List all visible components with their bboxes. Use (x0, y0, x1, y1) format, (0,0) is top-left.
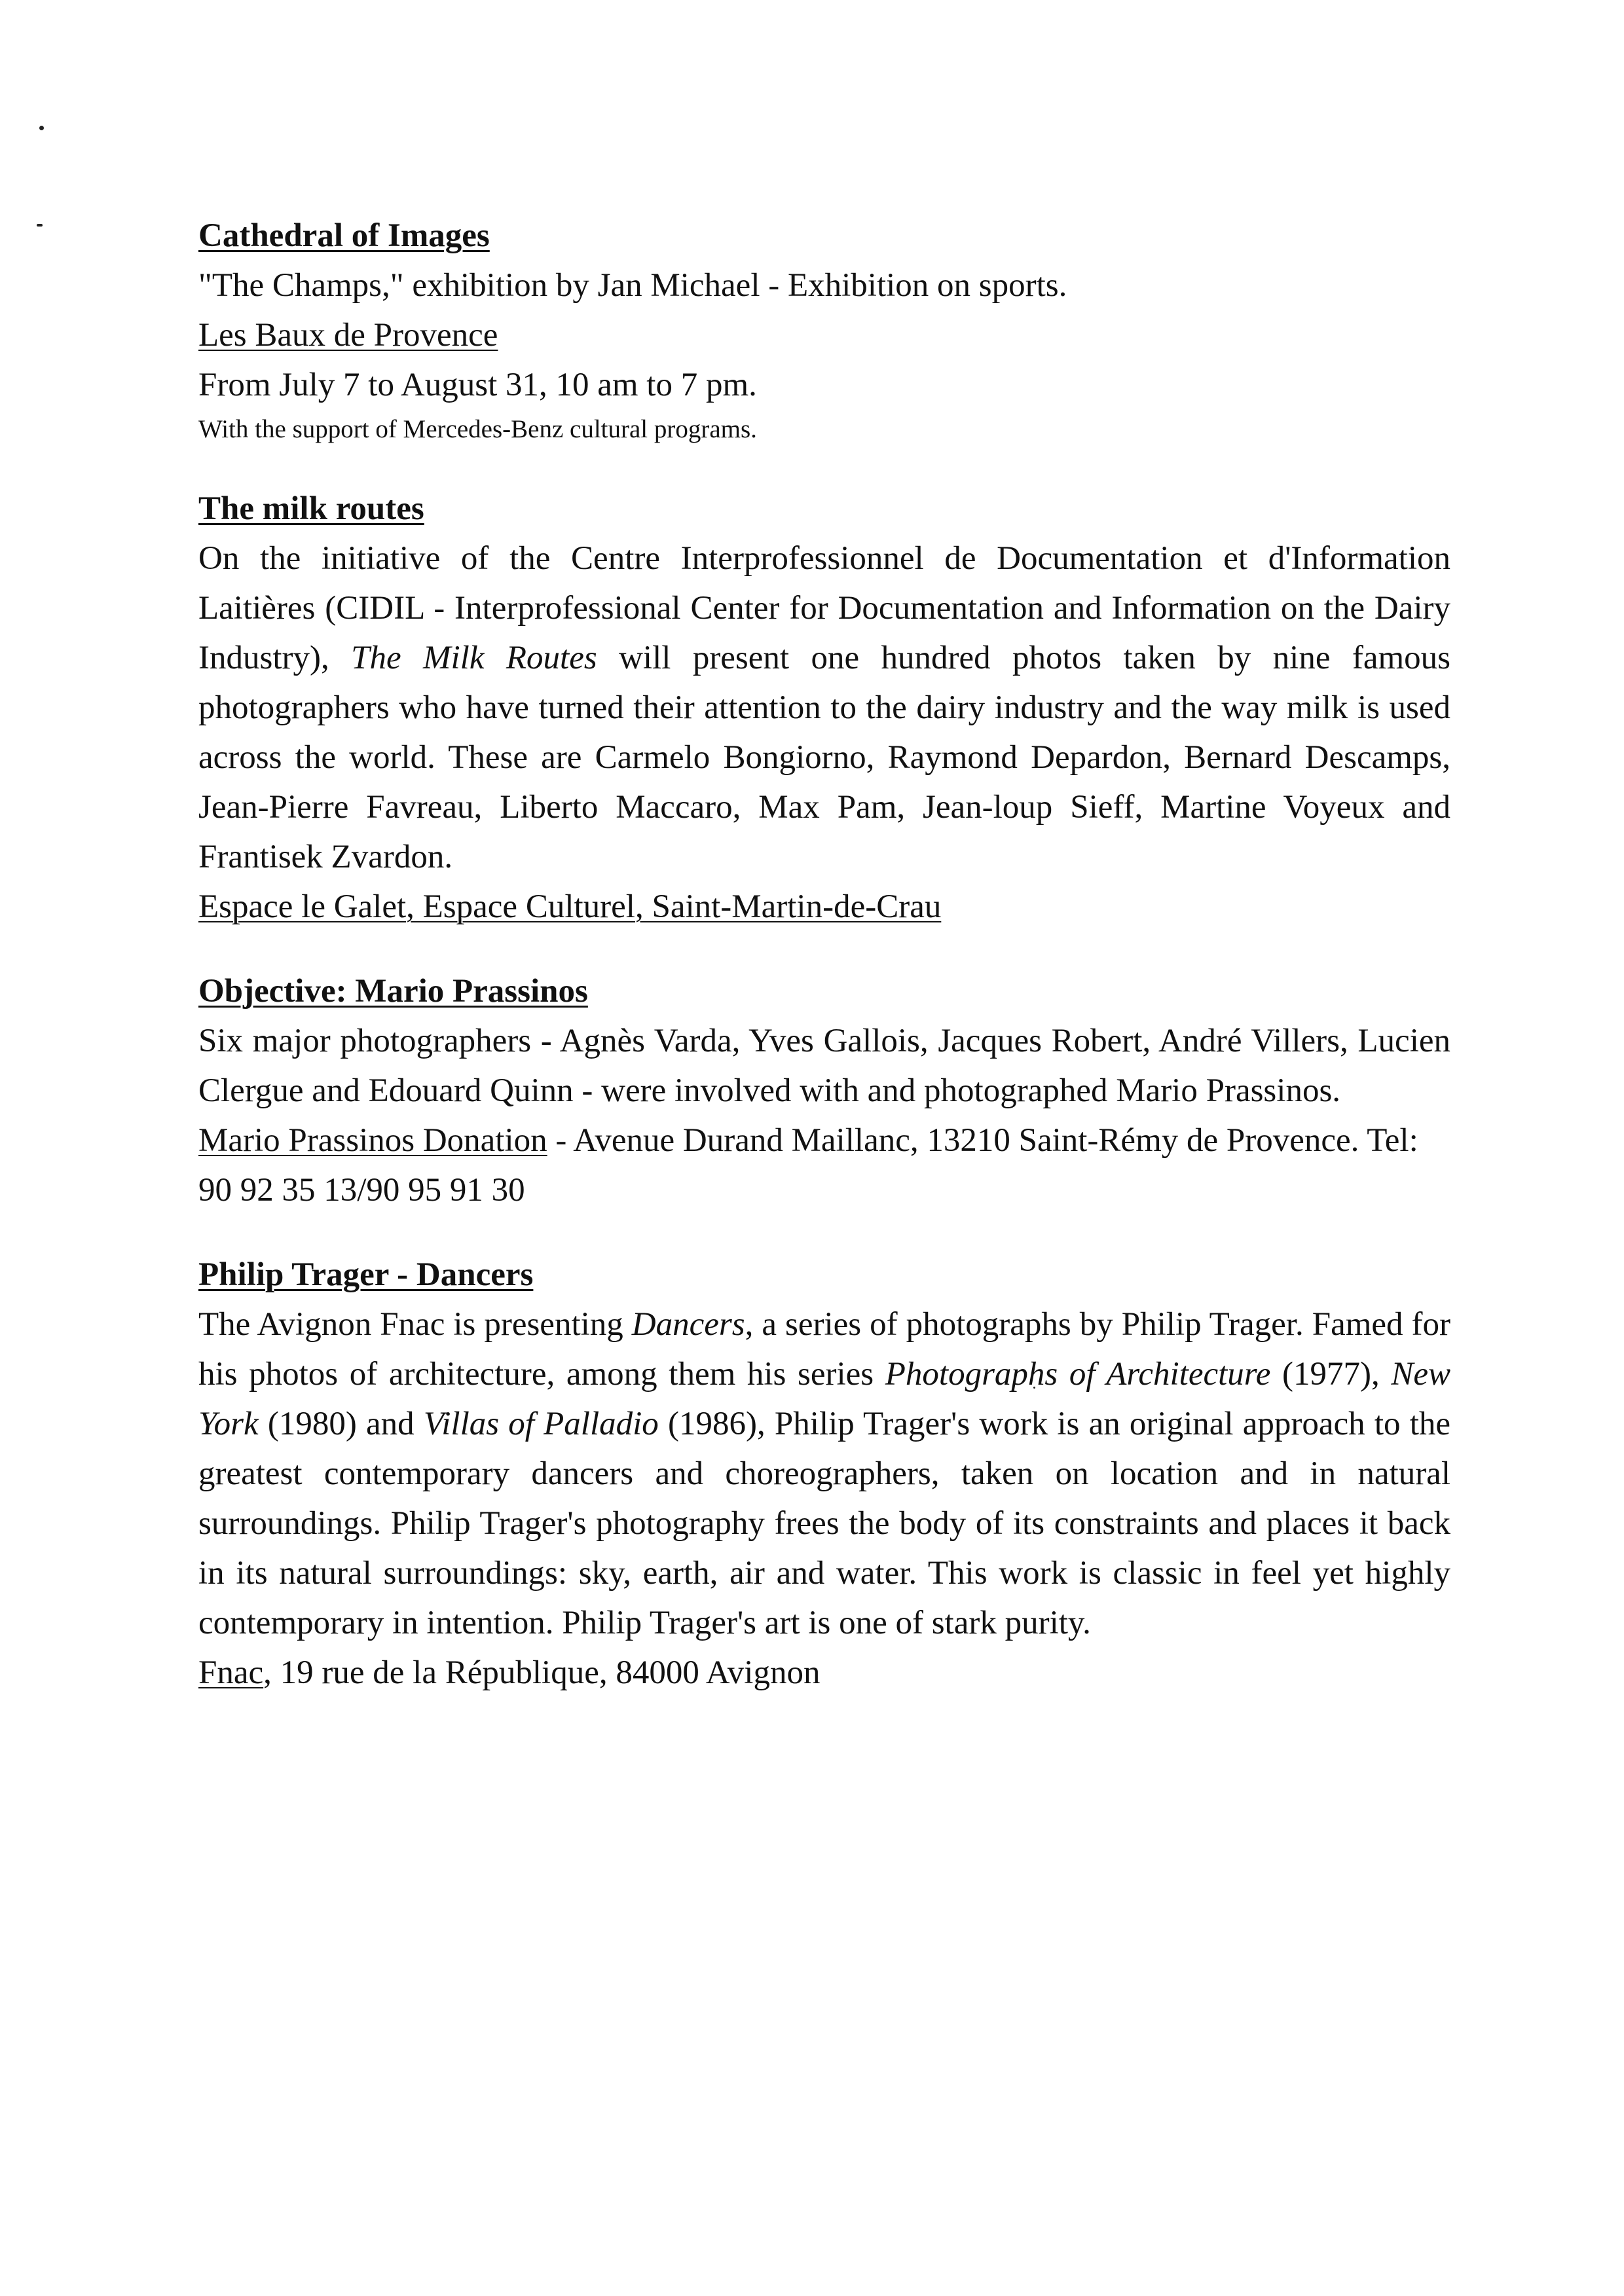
section-paragraph (198, 534, 1450, 882)
section-paragraph: Six major photographers - Agnès Varda, Yves Gallois, Jacques Robert, André Villers, Lucien Clergue and Edouard Quinn - were involved with and photographed Mario Prassinos. (198, 1023, 1450, 1109)
location-name: Espace le Galet, Espace Culturel, Saint-Martin-de-Crau (198, 888, 942, 925)
section-heading: Cathedral of Images (198, 217, 490, 254)
section-milk-routes (198, 484, 1450, 932)
paragraph-text: On the initiative of the Centre Interprofessionnel de Documentation et d'Information Laitières (CIDIL - Interprofessional Center for Documentation and Information on the Dairy Industry), (198, 540, 1450, 676)
series-title: New York (198, 1356, 1450, 1442)
location-line (198, 310, 1450, 360)
location-line (198, 1116, 1450, 1215)
document-body (198, 211, 1450, 1698)
paragraph-text: (1980) and (258, 1406, 424, 1442)
exhibition-dates: From July 7 to August 31, 10 am to 7 pm. (198, 367, 757, 403)
series-title: Villas of Palladio (423, 1406, 659, 1442)
paragraph-text: The Avignon Fnac is presenting (198, 1306, 632, 1343)
section-paragraph (198, 1300, 1450, 1648)
series-title: Dancers (631, 1306, 745, 1343)
section-objective-mario-prassinos (198, 966, 1450, 1215)
paragraph-text: (1986), Philip Trager's work is an original approach to the greatest contemporary dancers and choreographers, taken on location and in natural surroundings. Philip Trager's photography frees the body of its constraints and places it back in its natural surroundings: sky, earth, air and water. This work is classic in feel yet highly contemporary in intention. Philip Trager's art is one of stark purity. (198, 1406, 1451, 1641)
venue-address: - Avenue Durand Maillanc, 13210 Saint-Rémy de Provence. Tel: 90 92 35 13/90 95 91 30 (198, 1122, 1418, 1209)
venue-address: , 19 rue de la République, 84000 Avignon (263, 1654, 821, 1691)
paragraph-text: will present one hundred photos taken by nine famous photographers who have turned their attention to the dairy industry and the way milk is used across the world. These are Carmelo Bongiorno, Raymond Depardon, Bernard Descamps, Jean-Pierre Favreau, Liberto Maccaro, Max Pam, Jean-loup Sieff, Martine Voyeux and Frantisek Zvardon. (198, 640, 1451, 875)
location-name: Les Baux de Provence (198, 317, 498, 354)
section-heading: Objective: Mario Prassinos (198, 973, 588, 1010)
exhibition-description: "The Champs," exhibition by Jan Michael - Exhibition on sports. (198, 267, 1067, 304)
location-line (198, 1648, 1450, 1698)
series-title: Photographs of Architecture (885, 1356, 1271, 1393)
venue-name: Mario Prassinos Donation (198, 1122, 547, 1159)
section-heading: Philip Trager - Dancers (198, 1256, 534, 1293)
venue-name: Fnac (198, 1654, 264, 1691)
sponsor-note: With the support of Mercedes-Benz cultural programs. (198, 415, 757, 443)
section-philip-trager-dancers (198, 1250, 1450, 1698)
paragraph-text: (1977), (1270, 1356, 1392, 1393)
section-heading: The milk routes (198, 490, 424, 527)
scan-speck (39, 126, 44, 130)
paragraph-text: , a series of photographs by Philip Trager. Famed for his photos of architecture, among them his series (198, 1306, 1450, 1393)
location-line (198, 882, 1450, 932)
exhibition-title: The Milk Routes (351, 640, 597, 676)
scan-speck (37, 224, 43, 227)
section-cathedral-of-images (198, 211, 1450, 449)
